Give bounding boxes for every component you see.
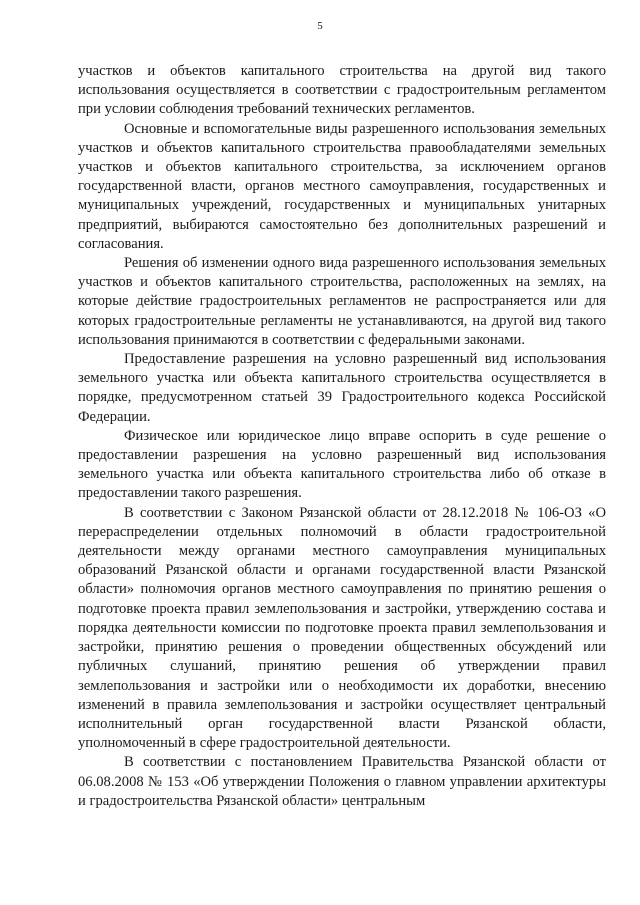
document-body <box>78 62 606 811</box>
paragraph-conditional-use-permit: Предоставление разрешения на условно разрешенный вид использования земельного участка или объекта капитального строительства осуществляется в порядке, предусмотренном статьей 39 Градостроительного кодекса Российской Федерации. <box>78 351 606 425</box>
paragraph-change-of-use-decisions: Решения об изменении одного вида разрешенного использования земельных участков и объектов капитального строительства, расположенных на землях, на которые действие градостроительных регламентов не распространяется или для которых градостроительные регламенты не устанавливаются, на другой вид такого использования принимаются в соответствии с федеральными законами. <box>78 255 606 348</box>
paragraph-government-resolution-153: В соответствии с постановлением Правительства Рязанской области от 06.08.2008 № 153 «Об утверждении Положения о главном управлении архитектуры и градостроительства Рязанской области» центральным <box>78 754 606 809</box>
paragraph-court-appeal: Физическое или юридическое лицо вправе оспорить в суде решение о предоставлении разрешения на условно разрешенный вид использования земельного участка или объекта капитального строительства либо об отказе в предоставлении такого разрешения. <box>78 427 606 502</box>
paragraph-continuation: участков и объектов капитального строительства на другой вид такого использования осуществляется в соответствии с градостроительным регламентом при условии соблюдения требований технических регламентов. <box>78 63 606 118</box>
page-number: 5 <box>317 20 323 32</box>
paragraph-ryazan-law-106-oz: В соответствии с Законом Рязанской области от 28.12.2018 № 106-ОЗ «О перераспределении отдельных полномочий в области градостроительной деятельности между органами местного самоуправления муниципальных образований Рязанской области и органами государственной власти Рязанской области» полномочия органов местного самоуправления по принятию решения о подготовке проекта правил землепользования и застройки, утверждению состава и порядка деятельности комиссии по подготовке проекта правил землепользования и застройки, принятию решения о проведении общественных обсуждений или публичных слушаний, принятию решения об утверждении правил землепользования и застройки или о необходимости их доработки, внесению изменений в правила землепользования и застройки осуществляет центральный исполнительный орган государственной власти Рязанской области, уполномоченный в сфере градостроительной деятельности. <box>78 504 606 752</box>
paragraph-main-and-auxiliary-uses: Основные и вспомогательные виды разрешенного использования земельных участков и объектов капитального строительства правообладателями земельных участков и объектов капитального строительства, за исключением органов государственной власти, органов местного самоуправления, государственных и муниципальных учреждений, государственных и муниципальных унитарных предприятий, выбираются самостоятельно без дополнительных разрешений и согласования. <box>78 120 606 252</box>
